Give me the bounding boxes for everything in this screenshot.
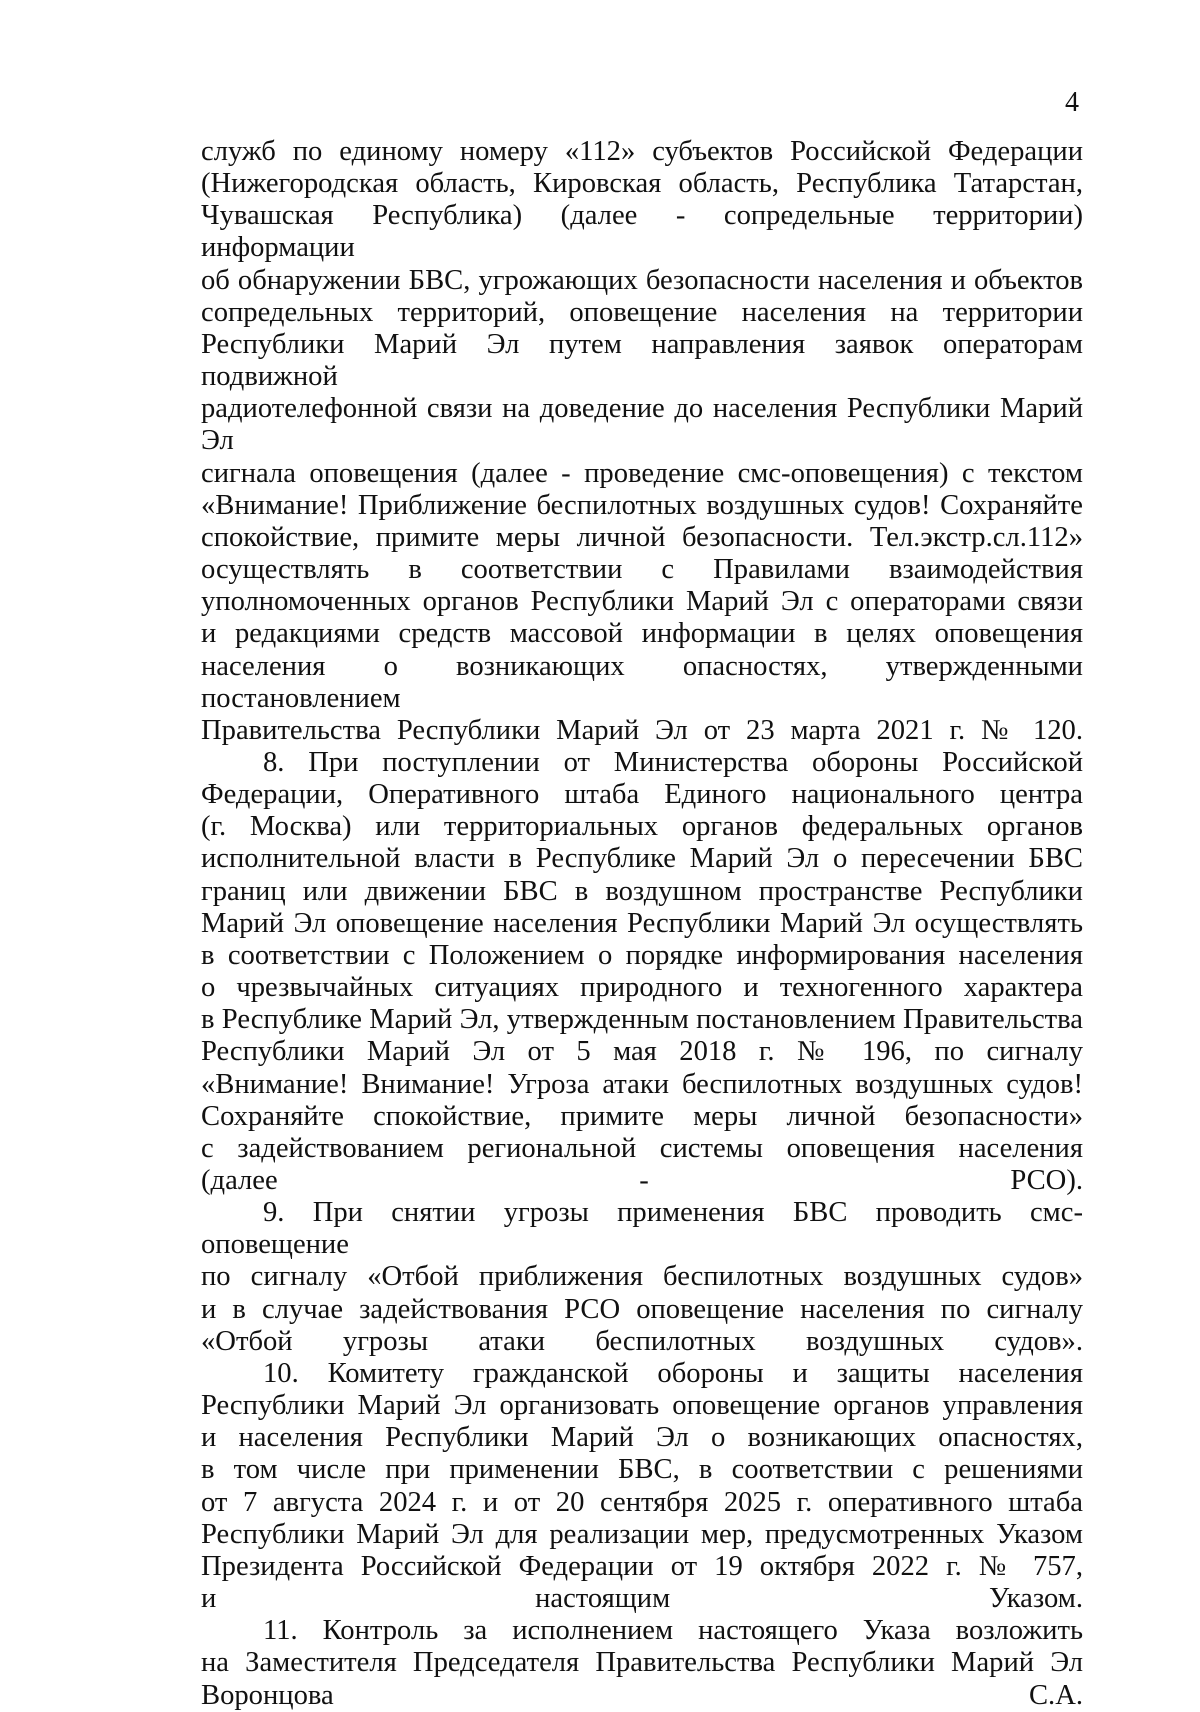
paragraph-10: [201, 1358, 1083, 1615]
text-line: Сохраняйте спокойствие, примите меры личной безопасности»: [201, 1100, 1083, 1132]
text-line: «Внимание! Приближение беспилотных воздушных судов! Сохраняйте: [201, 489, 1083, 521]
text-line: населения о возникающих опасностях, утвержденными постановлением: [201, 650, 1083, 714]
text-line: 10. Комитету гражданской обороны и защиты населения: [263, 1357, 1083, 1389]
text-line: границ или движении БВС в воздушном пространстве Республики: [201, 875, 1083, 907]
paragraph-9: [201, 1197, 1083, 1358]
document-body: [201, 136, 1083, 1712]
text-line: спокойствие, примите меры личной безопасности. Тел.экстр.сл.112»: [201, 521, 1083, 553]
text-line: в Республике Марий Эл, утвержденным постановлением Правительства: [201, 1004, 1083, 1036]
paragraph-11: [201, 1615, 1083, 1711]
text-line: (г. Москва) или территориальных органов федеральных органов: [201, 811, 1083, 843]
paragraph-7-continued: [201, 136, 1083, 747]
text-line: «Внимание! Внимание! Угроза атаки беспилотных воздушных судов!: [201, 1068, 1083, 1100]
text-line: на Заместителя Председателя Правительства Республики Марий Эл: [201, 1647, 1083, 1679]
text-line: Республики Марий Эл организовать оповещение органов управления: [201, 1390, 1083, 1422]
text-line: с задействованием региональной системы оповещения населения: [201, 1132, 1083, 1164]
text-line: осуществлять в соответствии с Правилами взаимодействия: [201, 554, 1083, 586]
text-line: от 7 августа 2024 г. и от 20 сентября 2025 г. оперативного штаба: [201, 1486, 1083, 1518]
text-line: Республики Марий Эл для реализации мер, предусмотренных Указом: [201, 1518, 1083, 1550]
text-line: в соответствии с Положением о порядке информирования населения: [201, 939, 1083, 971]
text-line: Федерации, Оперативного штаба Единого национального центра: [201, 779, 1083, 811]
text-line: Воронцова С.А.: [201, 1679, 1083, 1711]
text-line: Республики Марий Эл путем направления заявок операторам подвижной: [201, 328, 1083, 393]
text-line: и настоящим Указом.: [201, 1583, 1083, 1615]
text-line: по сигналу «Отбой приближения беспилотных воздушных судов»: [201, 1261, 1083, 1293]
text-line: об обнаружении БВС, угрожающих безопасности населения и объектов: [201, 264, 1083, 296]
text-line: 11. Контроль за исполнением настоящего Указа возложить: [263, 1615, 1083, 1647]
text-line: «Отбой угрозы атаки беспилотных воздушных судов».: [201, 1325, 1083, 1357]
text-line: Марий Эл оповещение населения Республики Марий Эл осуществлять: [201, 907, 1083, 939]
text-line: и в случае задействования РСО оповещение населения по сигналу: [201, 1293, 1083, 1325]
text-line: (Нижегородская область, Кировская область, Республика Татарстан,: [201, 168, 1083, 200]
text-line: исполнительной власти в Республике Марий Эл о пересечении БВС: [201, 843, 1083, 875]
text-line: о чрезвычайных ситуациях природного и техногенного характера: [201, 972, 1083, 1004]
text-line: 9. При снятии угрозы применения БВС проводить смс-оповещение: [201, 1197, 1083, 1261]
text-line: и редакциями средств массовой информации в целях оповещения: [201, 618, 1083, 650]
text-line: сопредельных территорий, оповещение населения на территории: [201, 296, 1083, 328]
text-line: 8. При поступлении от Министерства обороны Российской: [263, 746, 1083, 778]
text-line: Чувашская Республика) (далее - сопредельные территории) информации: [201, 200, 1083, 264]
page-number: 4: [1065, 87, 1079, 118]
text-line: Президента Российской Федерации от 19 октября 2022 г. № 757,: [201, 1550, 1083, 1582]
text-line: Правительства Республики Марий Эл от 23 марта 2021 г. № 120.: [201, 714, 1083, 746]
text-line: (далее - РСО).: [201, 1165, 1083, 1196]
text-line: служб по единому номеру «112» субъектов Российской Федерации: [201, 136, 1083, 167]
text-line: и населения Республики Марий Эл о возникающих опасностях,: [201, 1422, 1083, 1454]
text-line: в том числе при применении БВС, в соответствии с решениями: [201, 1454, 1083, 1486]
text-line: сигнала оповещения (далее - проведение смс-оповещения) с текстом: [201, 457, 1083, 489]
text-line: уполномоченных органов Республики Марий Эл с операторами связи: [201, 586, 1083, 618]
text-line: Республики Марий Эл от 5 мая 2018 г. № 196, по сигналу: [201, 1036, 1083, 1068]
paragraph-8: [201, 747, 1083, 1197]
text-line: радиотелефонной связи на доведение до населения Республики Марий Эл: [201, 393, 1083, 457]
